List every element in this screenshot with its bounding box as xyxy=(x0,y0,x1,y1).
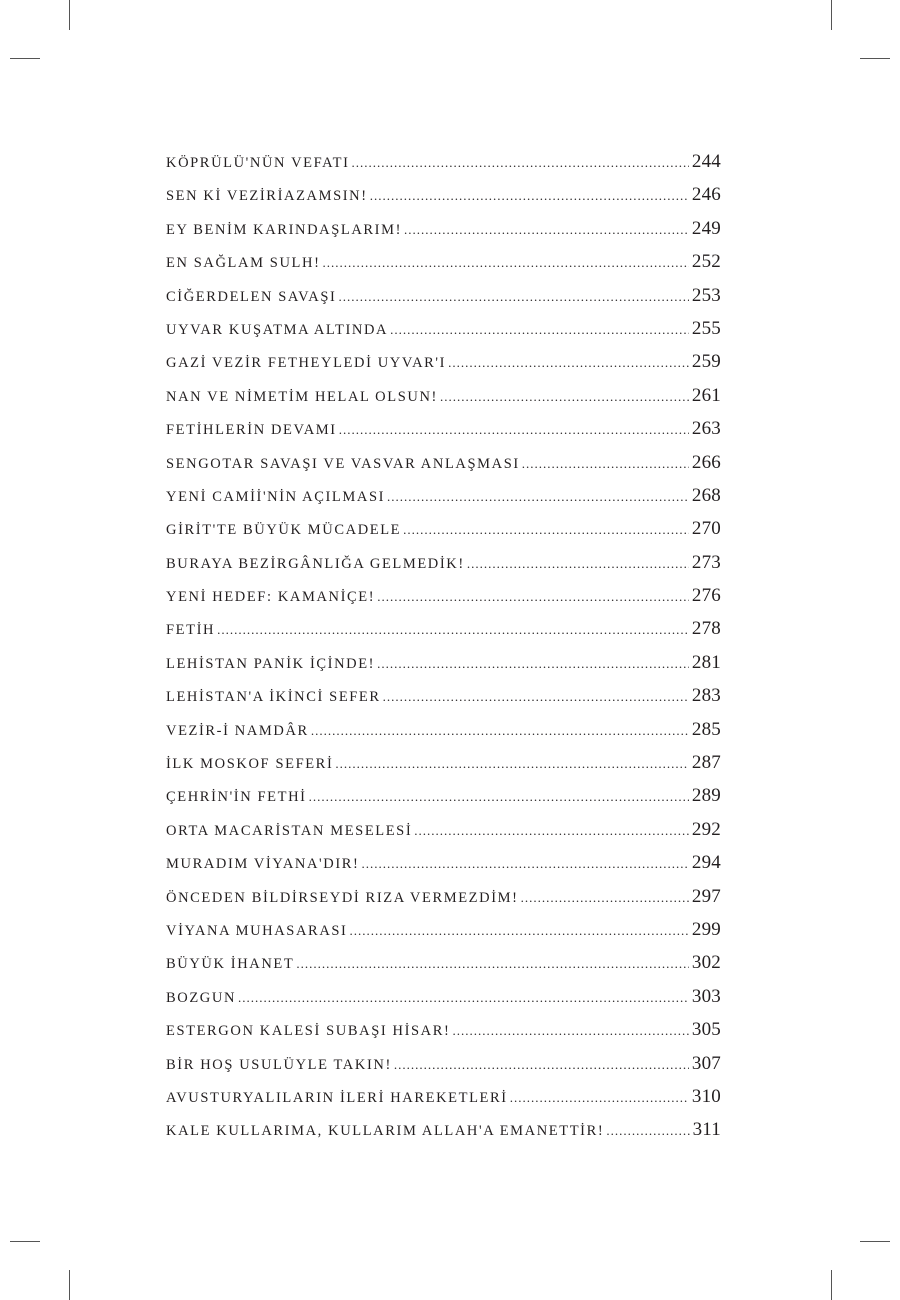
toc-entry-title: NAN VE NİMETİM HELAL OLSUN! xyxy=(166,388,438,405)
toc-entry-page-number: 299 xyxy=(691,918,721,940)
toc-entry-title: UYVAR KUŞATMA ALTINDA xyxy=(166,321,389,338)
toc-dot-leader xyxy=(349,916,688,946)
toc-entry-page-number: 285 xyxy=(691,718,721,740)
toc-entry xyxy=(166,1115,721,1148)
crop-mark-top-right-vertical xyxy=(831,0,832,30)
toc-entry-page-number: 246 xyxy=(691,184,721,206)
toc-entry xyxy=(166,882,721,915)
toc-dot-leader xyxy=(377,582,689,612)
toc-entry-page-number: 302 xyxy=(691,952,721,974)
toc-entry xyxy=(166,681,721,714)
toc-entry xyxy=(166,948,721,981)
toc-entry xyxy=(166,448,721,481)
toc-entry xyxy=(166,1049,721,1082)
toc-entry xyxy=(166,581,721,614)
toc-entry-page-number: 266 xyxy=(691,451,721,473)
toc-entry xyxy=(166,548,721,581)
toc-entry-page-number: 253 xyxy=(691,284,721,306)
toc-dot-leader xyxy=(339,415,689,445)
toc-entry-title: BURAYA BEZİRGÂNLIĞA GELMEDİK! xyxy=(166,555,465,572)
toc-entry-title: SEN Kİ VEZİRİAZAMSIN! xyxy=(166,188,368,205)
toc-entry-page-number: 270 xyxy=(691,518,721,540)
toc-entry-title: GİRİT'TE BÜYÜK MÜCADELE xyxy=(166,522,402,539)
toc-entry-title: KALE KULLARIMA, KULLARIM ALLAH'A EMANETTİR! xyxy=(166,1123,605,1140)
toc-dot-leader xyxy=(323,248,689,278)
toc-entry-title: EY BENİM KARINDAŞLARIM! xyxy=(166,221,403,238)
toc-entry-title: BÜYÜK İHANET xyxy=(166,956,295,973)
toc-entry-page-number: 249 xyxy=(691,217,721,239)
toc-dot-leader xyxy=(361,849,688,879)
toc-entry xyxy=(166,214,721,247)
toc-entry-page-number: 283 xyxy=(691,685,721,707)
toc-entry xyxy=(166,414,721,447)
toc-entry-page-number: 255 xyxy=(691,317,721,339)
toc-dot-leader xyxy=(352,148,689,178)
toc-entry-title: YENİ HEDEF: KAMANİÇE! xyxy=(166,589,376,606)
toc-entry xyxy=(166,815,721,848)
toc-entry xyxy=(166,781,721,814)
toc-entry xyxy=(166,1015,721,1048)
toc-dot-leader xyxy=(467,549,689,579)
toc-entry-page-number: 252 xyxy=(691,251,721,273)
toc-dot-leader xyxy=(335,749,689,779)
toc-entry xyxy=(166,915,721,948)
crop-mark-top-right-horizontal xyxy=(860,58,890,59)
toc-entry xyxy=(166,180,721,213)
toc-entry-title: MURADIM VİYANA'DIR! xyxy=(166,856,360,873)
toc-entry xyxy=(166,715,721,748)
toc-entry-page-number: 307 xyxy=(691,1052,721,1074)
toc-dot-leader xyxy=(338,282,688,312)
toc-entry-page-number: 268 xyxy=(691,484,721,506)
toc-dot-leader xyxy=(238,983,689,1013)
toc-entry xyxy=(166,514,721,547)
toc-entry-page-number: 289 xyxy=(691,785,721,807)
toc-entry-title: LEHİSTAN PANİK İÇİNDE! xyxy=(166,655,376,672)
toc-entry-title: BOZGUN xyxy=(166,989,237,1006)
toc-entry-title: SENGOTAR SAVAŞI VE VASVAR ANLAŞMASI xyxy=(166,455,520,472)
toc-dot-leader xyxy=(311,716,689,746)
toc-dot-leader xyxy=(377,649,689,679)
toc-entry-page-number: 276 xyxy=(691,585,721,607)
toc-dot-leader xyxy=(510,1083,689,1113)
toc-entry-title: İLK MOSKOF SEFERİ xyxy=(166,756,334,773)
toc-dot-leader xyxy=(522,449,689,479)
toc-entry xyxy=(166,614,721,647)
toc-dot-leader xyxy=(394,1050,689,1080)
toc-entry-page-number: 278 xyxy=(691,618,721,640)
toc-dot-leader xyxy=(390,315,689,345)
toc-entry-page-number: 273 xyxy=(691,551,721,573)
toc-entry-page-number: 305 xyxy=(691,1019,721,1041)
toc-entry-page-number: 259 xyxy=(691,351,721,373)
toc-entry xyxy=(166,147,721,180)
toc-dot-leader xyxy=(383,682,689,712)
toc-dot-leader xyxy=(521,883,689,913)
toc-dot-leader xyxy=(309,782,689,812)
toc-entry-page-number: 311 xyxy=(692,1119,721,1141)
toc-dot-leader xyxy=(448,348,689,378)
toc-entry-page-number: 294 xyxy=(691,852,721,874)
toc-entry-page-number: 281 xyxy=(691,651,721,673)
crop-mark-top-left-horizontal xyxy=(10,58,40,59)
toc-entry-page-number: 310 xyxy=(691,1085,721,1107)
crop-mark-top-left-vertical xyxy=(69,0,70,30)
toc-entry xyxy=(166,247,721,280)
toc-dot-leader xyxy=(296,949,689,979)
toc-entry-title: GAZİ VEZİR FETHEYLEDİ UYVAR'I xyxy=(166,355,447,372)
toc-entry xyxy=(166,281,721,314)
toc-entry-title: AVUSTURYALILARIN İLERİ HAREKETLERİ xyxy=(166,1089,508,1106)
toc-entry-page-number: 292 xyxy=(691,818,721,840)
toc-dot-leader xyxy=(217,615,689,645)
toc-entry-page-number: 244 xyxy=(691,151,721,172)
toc-entry-page-number: 303 xyxy=(691,985,721,1007)
crop-mark-bottom-left-horizontal xyxy=(10,1241,40,1242)
toc-entry-title: ORTA MACARİSTAN MESELESİ xyxy=(166,822,413,839)
toc-entry xyxy=(166,848,721,881)
toc-entry-title: EN SAĞLAM SULH! xyxy=(166,255,321,272)
toc-entry-title: ESTERGON KALESİ SUBAŞI HİSAR! xyxy=(166,1023,451,1040)
toc-entry-page-number: 263 xyxy=(691,418,721,440)
toc-entry-page-number: 261 xyxy=(691,384,721,406)
toc-entry xyxy=(166,481,721,514)
table-of-contents xyxy=(166,147,721,1149)
toc-dot-leader xyxy=(403,515,689,545)
toc-dot-leader xyxy=(606,1116,689,1146)
toc-entry-title: ÇEHRİN'İN FETHİ xyxy=(166,789,307,806)
toc-entry xyxy=(166,1082,721,1115)
toc-entry xyxy=(166,982,721,1015)
toc-entry-title: YENİ CAMİİ'NİN AÇILMASI xyxy=(166,488,386,505)
crop-mark-bottom-right-vertical xyxy=(831,1270,832,1300)
toc-dot-leader xyxy=(414,816,689,846)
toc-entry-title: CİĞERDELEN SAVAŞI xyxy=(166,288,337,305)
crop-mark-bottom-left-vertical xyxy=(69,1270,70,1300)
crop-mark-bottom-right-horizontal xyxy=(860,1241,890,1242)
toc-entry xyxy=(166,381,721,414)
toc-entry-title: ÖNCEDEN BİLDİRSEYDİ RIZA VERMEZDİM! xyxy=(166,889,519,906)
toc-entry-title: BİR HOŞ USULÜYLE TAKIN! xyxy=(166,1056,392,1073)
toc-entry-title: KÖPRÜLÜ'NÜN VEFATI xyxy=(166,155,350,171)
toc-entry xyxy=(166,347,721,380)
toc-entry-title: LEHİSTAN'A İKİNCİ SEFER xyxy=(166,689,381,706)
toc-dot-leader xyxy=(387,482,689,512)
toc-entry xyxy=(166,314,721,347)
toc-entry-title: VİYANA MUHASARASI xyxy=(166,922,348,939)
toc-entry-title: FETİH xyxy=(166,622,216,639)
toc-dot-leader xyxy=(440,382,689,412)
toc-entry-title: VEZİR-İ NAMDÂR xyxy=(166,722,309,739)
toc-entry xyxy=(166,648,721,681)
toc-entry xyxy=(166,748,721,781)
toc-entry-title: FETİHLERİN DEVAMI xyxy=(166,422,337,439)
toc-dot-leader xyxy=(404,215,689,245)
toc-entry-page-number: 287 xyxy=(691,752,721,774)
toc-dot-leader xyxy=(452,1016,688,1046)
toc-dot-leader xyxy=(370,181,689,211)
toc-entry-page-number: 297 xyxy=(691,885,721,907)
